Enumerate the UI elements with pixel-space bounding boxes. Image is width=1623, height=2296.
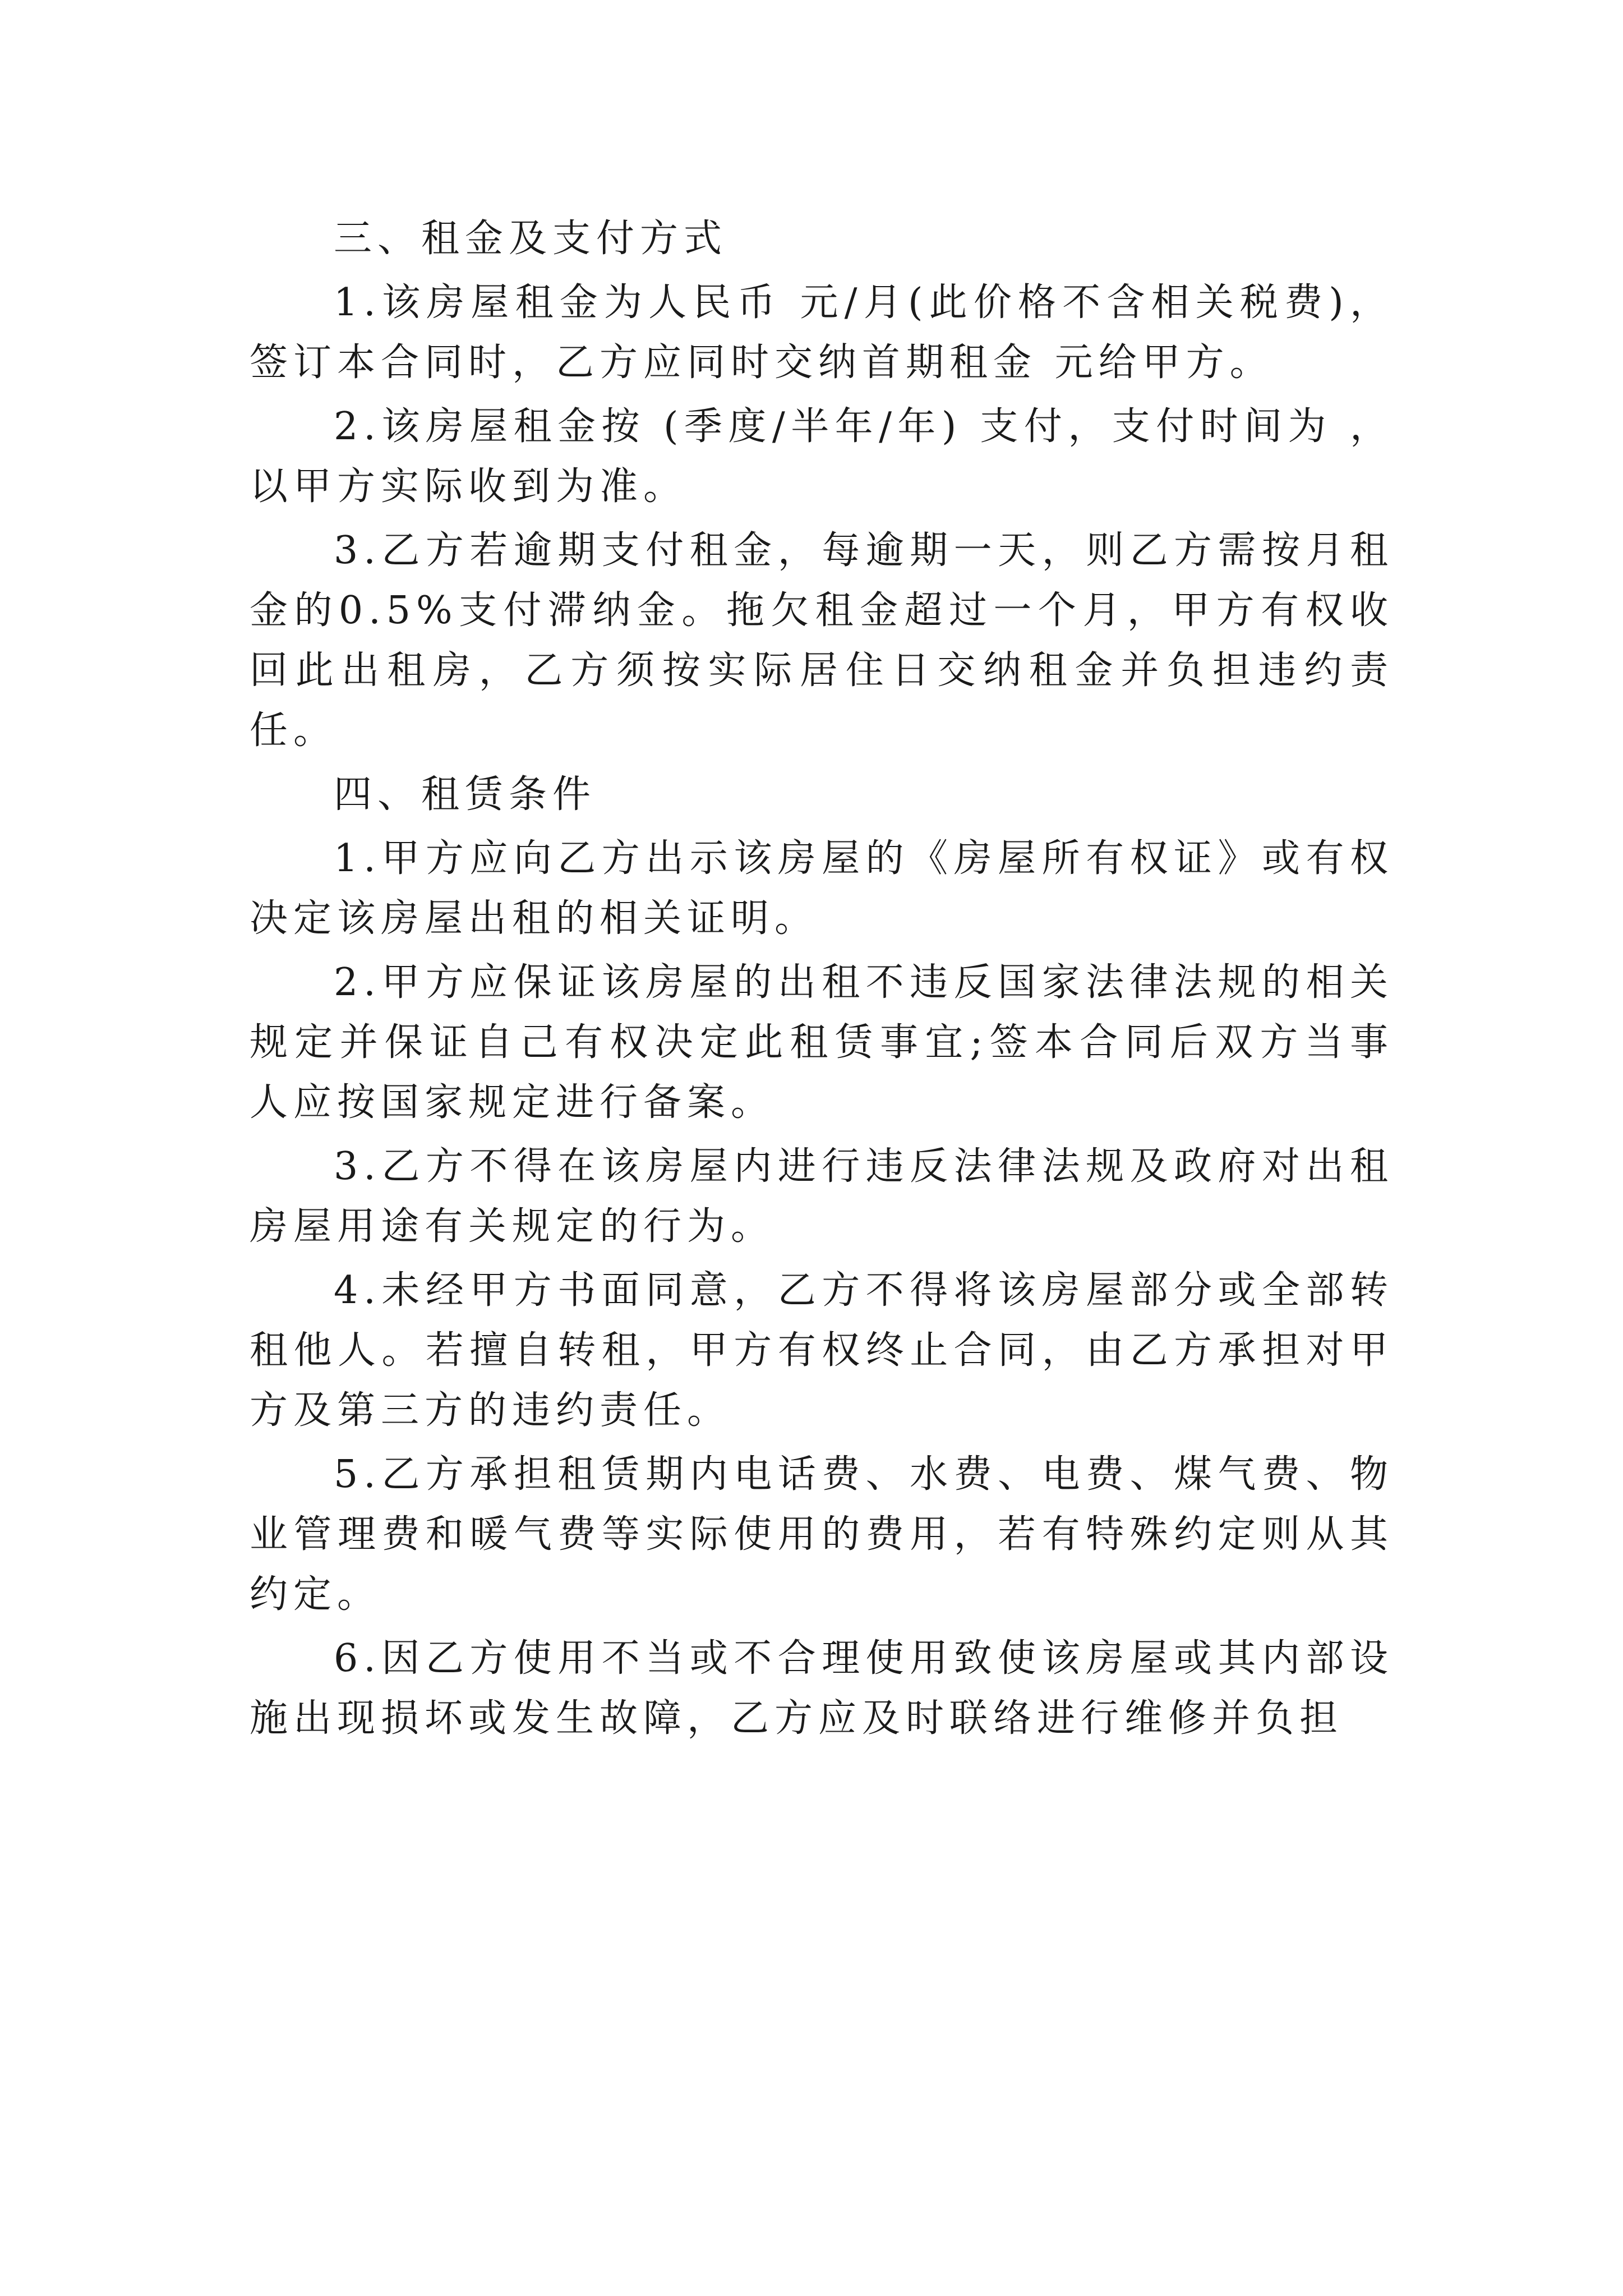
lease-condition-6: 6.因乙方使用不当或不合理使用致使该房屋或其内部设施出现损坏或发生故障，乙方应及时联络进行维修并负担 [250,1636,1394,1741]
document-body [250,209,1394,1752]
lease-condition-3: 3.乙方不得在该房屋内进行违反法律法规及政府对出租房屋用途有关规定的行为。 [250,1144,1394,1249]
section-heading-lease-conditions: 四、租赁条件 [334,772,597,817]
lease-condition-5: 5.乙方承担租赁期内电话费、水费、电费、煤气费、物业管理费和暖气费等实际使用的费用，若有特殊约定则从其约定。 [250,1452,1394,1617]
section-heading-rent: 三、租金及支付方式 [334,217,728,261]
rent-clause-3: 3.乙方若逾期支付租金，每逾期一天，则乙方需按月租金的0.5%支付滞纳金。拖欠租金超过一个月，甲方有权收回此出租房，乙方须按实际居住日交纳租金并负担违约责任。 [250,528,1394,753]
lease-condition-4: 4.未经甲方书面同意，乙方不得将该房屋部分或全部转租他人。若擅自转租，甲方有权终止合同，由乙方承担对甲方及第三方的违约责任。 [250,1268,1394,1433]
rent-clause-1: 1.该房屋租金为人民币 元/月(此价格不含相关税费)，签订本合同时，乙方应同时交纳首期租金 元给甲方。 [250,280,1394,385]
rent-clause-2: 2.该房屋租金按 (季度/半年/年) 支付，支付时间为 ，以甲方实际收到为准。 [250,404,1394,509]
lease-condition-1: 1.甲方应向乙方出示该房屋的《房屋所有权证》或有权决定该房屋出租的相关证明。 [250,836,1394,941]
lease-condition-2: 2.甲方应保证该房屋的出租不违反国家法律法规的相关规定并保证自己有权决定此租赁事宜;签本合同后双方当事人应按国家规定进行备案。 [250,960,1394,1125]
